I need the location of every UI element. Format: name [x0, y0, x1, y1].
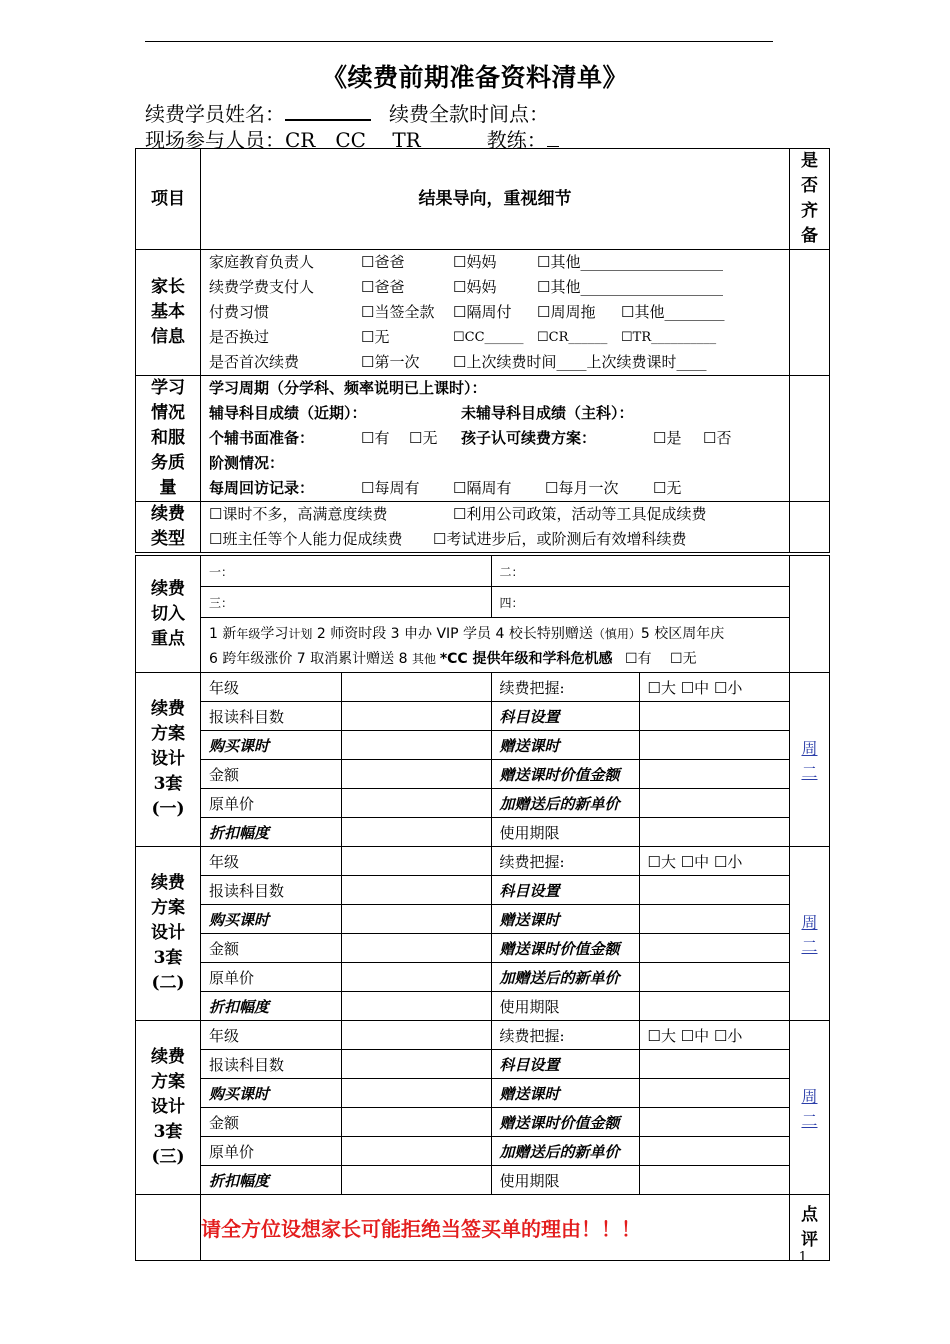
plan-week-1[interactable]: 周二 — [790, 673, 830, 847]
page-title: 《续费前期准备资料清单》 — [321, 63, 628, 92]
entry-points-list-2: 6 跨年级涨价 7 取消累计赠送 8 其他 *CC 提供年级和学科危机感 ☐有 ☐无 — [209, 651, 697, 667]
checkbox-first[interactable]: ☐第一次 — [361, 353, 420, 371]
entry-point-one[interactable]: 一： — [201, 556, 491, 587]
parent-info-complete[interactable] — [790, 250, 830, 376]
plan-row-1 — [136, 673, 830, 847]
checkbox-yes[interactable]: ☐有 — [625, 651, 652, 667]
checkbox-company-policy[interactable]: ☐利用公司政策，活动等工具促成续费 — [453, 505, 707, 523]
checkbox-other[interactable]: ☐其他________ — [621, 303, 725, 321]
plan-input[interactable] — [639, 963, 789, 992]
plan-content-1 — [201, 673, 790, 847]
renewal-type-complete[interactable] — [790, 502, 830, 555]
plan-row-3 — [136, 1021, 830, 1195]
parent-row-4: 是否换过 ☐无 ☐CC______ ☐CR______ ☐TR__________ — [201, 325, 789, 350]
plan-grid-1: 年级 续费把握: ☐大 ☐中 ☐小 报读科目数 科目设置 购买课时 赠送课时 金额 赠送课时价值金额 原单价 加赠送后的新单价 折扣幅度 使用期限 — [201, 673, 789, 846]
checkbox-dad[interactable]: ☐爸爸 — [361, 278, 405, 296]
col-complete-header: 是否齐备 — [790, 149, 830, 250]
plan-label-2: 续费方案设计3套(二) — [136, 847, 201, 1021]
plan-input[interactable] — [639, 1166, 789, 1195]
renewal-type-label: 续费类型 — [136, 502, 201, 555]
checkbox-small[interactable]: ☐小 — [713, 852, 743, 871]
checkbox-yes[interactable]: ☐是 — [653, 429, 682, 447]
comment-label[interactable]: 点评 — [790, 1195, 830, 1261]
page-number: 1 — [798, 1250, 807, 1265]
plan-input[interactable] — [639, 876, 789, 905]
checkbox-mid[interactable]: ☐中 — [680, 1026, 710, 1045]
study-test: 阶测情况： — [209, 454, 285, 472]
full-payment-time-label: 续费全款时间点： — [389, 102, 549, 126]
renewal-type-row — [136, 502, 830, 555]
plan-input[interactable] — [341, 963, 491, 992]
checkbox-cc[interactable]: ☐CC______ — [453, 330, 524, 345]
col-result-header: 结果导向，重视细节 — [201, 149, 790, 250]
study-row — [136, 376, 830, 502]
checkbox-test-progress[interactable]: ☐考试进步后，或阶测后有效增科续费 — [433, 530, 687, 548]
top-rule — [145, 41, 773, 42]
student-name-label: 续费学员姓名： — [145, 102, 285, 126]
plan-input[interactable] — [639, 760, 789, 789]
checklist-table — [135, 148, 830, 1261]
plan-input[interactable] — [639, 789, 789, 818]
parent-row-2: 续费学费支付人 ☐爸爸 ☐妈妈 ☐其他___________________ — [201, 275, 789, 300]
entry-point-three[interactable]: 三： — [201, 587, 491, 618]
checkbox-yes[interactable]: ☐有 — [361, 429, 390, 447]
study-cycle: 学习周期（分学科、频率说明已上课时）： — [209, 379, 487, 397]
refusal-reasons-prompt: 请全方位设想家长可能拒绝当签买单的理由！！！ — [201, 1195, 790, 1261]
plan-input[interactable] — [341, 1137, 491, 1166]
plan-input[interactable] — [341, 1108, 491, 1137]
entry-points-row — [136, 554, 830, 673]
parent-info-label: 家长基本信息 — [136, 250, 201, 376]
plan-input[interactable] — [639, 1108, 789, 1137]
plan-input[interactable] — [341, 731, 491, 760]
plan-content-2 — [201, 847, 790, 1021]
checkbox-biweekly[interactable]: ☐隔周付 — [453, 303, 512, 321]
checkbox-small[interactable]: ☐小 — [713, 1026, 743, 1045]
plan-input[interactable] — [341, 789, 491, 818]
checkbox-small[interactable]: ☐小 — [713, 678, 743, 697]
entry-point-four[interactable]: 四： — [499, 595, 524, 610]
checkbox-big[interactable]: ☐大 — [647, 1026, 676, 1045]
parent-row-3: 付费习惯 ☐当签全款 ☐隔周付 ☐周周拖 ☐其他________ — [201, 300, 789, 325]
study-content — [201, 376, 790, 502]
footer-empty — [136, 1195, 201, 1261]
plan-label-1: 续费方案设计3套(一) — [136, 673, 201, 847]
plan-week-2[interactable]: 周二 — [790, 847, 830, 1021]
checkbox-other[interactable]: ☐其他___________________ — [537, 278, 723, 296]
checkbox-high-satisfaction[interactable]: ☐课时不多，高满意度续费 — [209, 505, 388, 523]
checkbox-full-pay[interactable]: ☐当签全款 — [361, 303, 435, 321]
parent-info-content — [201, 250, 790, 376]
plan-input[interactable] — [341, 876, 491, 905]
plan-input[interactable] — [639, 992, 789, 1021]
checkbox-other[interactable]: ☐其他___________________ — [537, 253, 723, 271]
col-item-header: 项目 — [136, 149, 201, 250]
entry-point-two[interactable]: 二： — [491, 556, 789, 587]
plan-grid-3: 年级 续费把握: ☐大 ☐中 ☐小 报读科目数 科目设置 购买课时 赠送课时 金额 赠送课时价值金额 原单价 加赠送后的新单价 折扣幅度 使用期限 — [201, 1021, 789, 1194]
checkbox-cr[interactable]: ☐CR______ — [537, 330, 608, 345]
plan-label-3: 续费方案设计3套(三) — [136, 1021, 201, 1195]
study-complete[interactable] — [790, 376, 830, 502]
entry-points-content — [201, 554, 790, 673]
plan-input[interactable] — [639, 1079, 789, 1108]
plan-input[interactable] — [341, 760, 491, 789]
plan-input[interactable] — [639, 905, 789, 934]
plan-input[interactable] — [639, 818, 789, 847]
plan-input[interactable] — [341, 702, 491, 731]
entry-points-label: 续费切入重点 — [136, 554, 201, 673]
header-line-1 — [145, 98, 549, 127]
plan-input[interactable] — [341, 1079, 491, 1108]
study-visits: 每周回访记录： ☐每周有 ☐隔周有 ☐每月一次 ☐无 — [201, 476, 789, 501]
plan-input[interactable] — [639, 1137, 789, 1166]
parent-row-5: 是否首次续费 ☐第一次 ☐上次续费时间____上次续费课时____ — [201, 350, 789, 375]
checkbox-mom[interactable]: ☐妈妈 — [453, 278, 497, 296]
plan-input[interactable] — [341, 673, 491, 702]
plan-input[interactable] — [639, 934, 789, 963]
study-label: 学习情况和服务质量 — [136, 376, 201, 502]
checkbox-no[interactable]: ☐无 — [409, 429, 438, 447]
checkbox-dad[interactable]: ☐爸爸 — [361, 253, 405, 271]
study-scores: 辅导科目成绩（近期）： 未辅导科目成绩（主科）： — [209, 404, 634, 422]
entry-points-complete[interactable] — [790, 554, 830, 673]
participants-label: 现场参与人员：CR CC TR — [145, 128, 421, 152]
plan-content-3 — [201, 1021, 790, 1195]
checkbox-weekly[interactable]: ☐每周有 — [361, 479, 420, 497]
checkbox-no[interactable]: ☐否 — [703, 429, 732, 447]
parent-info-row — [136, 250, 830, 376]
plan-grid-2: 年级 续费把握: ☐大 ☐中 ☐小 报读科目数 科目设置 购买课时 赠送课时 金额 赠送课时价值金额 原单价 加赠送后的新单价 折扣幅度 使用期限 — [201, 847, 789, 1020]
checkbox-monthly[interactable]: ☐每月一次 — [545, 479, 619, 497]
footer-row — [136, 1195, 830, 1261]
plan-input[interactable] — [341, 905, 491, 934]
plan-row-2 — [136, 847, 830, 1021]
checkbox-mid[interactable]: ☐中 — [680, 852, 710, 871]
checkbox-personal-ability[interactable]: ☐班主任等个人能力促成续费 — [209, 530, 403, 548]
plan-input[interactable] — [341, 1166, 491, 1195]
plan-input[interactable] — [341, 1021, 491, 1050]
student-name-blank[interactable] — [285, 101, 371, 121]
plan-input[interactable] — [639, 702, 789, 731]
checkbox-big[interactable]: ☐大 — [647, 678, 676, 697]
study-prep: 个辅书面准备： ☐有 ☐无 孩子认可续费方案： ☐是 ☐否 — [201, 426, 789, 451]
checkbox-none[interactable]: ☐无 — [653, 479, 682, 497]
plan-input[interactable] — [341, 992, 491, 1021]
plan-input[interactable] — [639, 1050, 789, 1079]
coach-label: 教练： — [486, 128, 547, 152]
table-header-row — [136, 149, 830, 250]
plan-input[interactable] — [341, 934, 491, 963]
plan-input[interactable] — [341, 818, 491, 847]
plan-input[interactable] — [341, 847, 491, 876]
checkbox-last-renewal[interactable]: ☐上次续费时间____上次续费课时____ — [453, 353, 707, 371]
parent-row-1: 家庭教育负责人 ☐爸爸 ☐妈妈 ☐其他___________________ — [201, 250, 789, 275]
checkbox-delay[interactable]: ☐周周拖 — [537, 303, 596, 321]
plan-week-3[interactable]: 周二 — [790, 1021, 830, 1195]
entry-points-list-1: 1 新年级学习计划 2 师资时段 3 申办 VIP 学员 4 校长特别赠送（慎用）5 校区周年庆 — [209, 626, 725, 642]
plan-input[interactable] — [341, 1050, 491, 1079]
checkbox-tr[interactable]: ☐TR__________ — [621, 330, 717, 345]
plan-input[interactable] — [639, 731, 789, 760]
coach-blank[interactable] — [547, 130, 559, 147]
checkbox-no[interactable]: ☐无 — [670, 651, 697, 667]
checkbox-none[interactable]: ☐无 — [361, 328, 390, 346]
checkbox-biweekly[interactable]: ☐隔周有 — [453, 479, 512, 497]
checkbox-mom[interactable]: ☐妈妈 — [453, 253, 497, 271]
renewal-type-content — [201, 502, 790, 555]
checkbox-big[interactable]: ☐大 — [647, 852, 676, 871]
checkbox-mid[interactable]: ☐中 — [680, 678, 710, 697]
entry-points-grid — [201, 556, 789, 618]
